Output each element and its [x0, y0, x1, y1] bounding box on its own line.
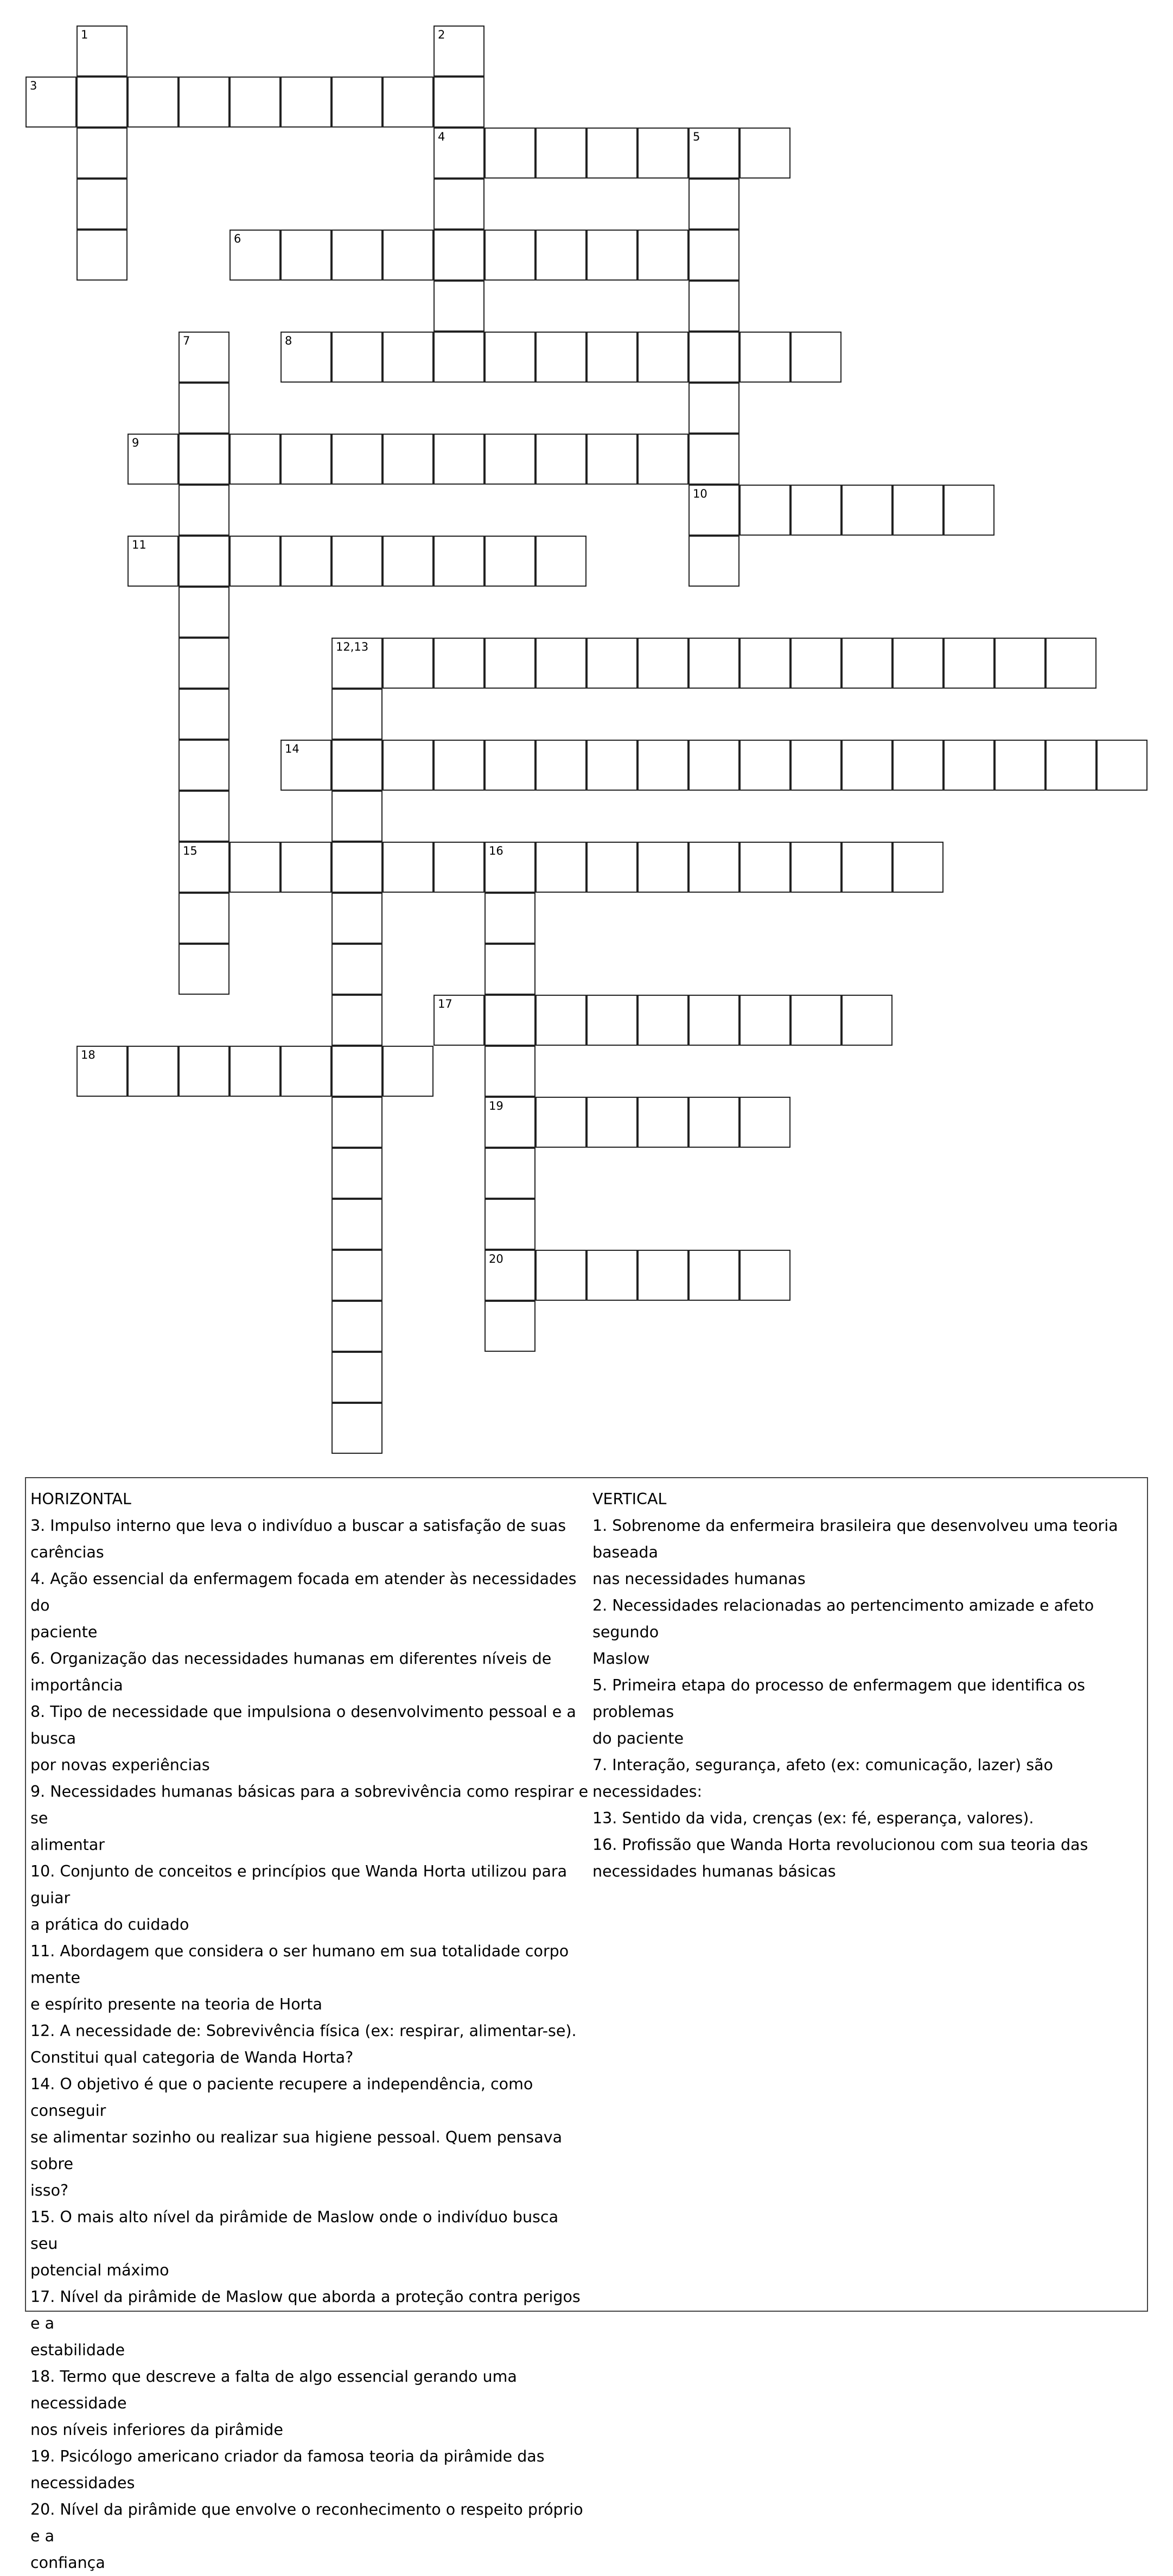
- grid-cell[interactable]: [229, 1046, 280, 1097]
- vertical-clue-line: Maslow: [592, 1650, 650, 1668]
- grid-cell[interactable]: [433, 995, 484, 1046]
- grid-cell[interactable]: [637, 128, 688, 179]
- grid-cell[interactable]: [1046, 638, 1096, 689]
- grid-cell[interactable]: [382, 230, 433, 281]
- grid-cell[interactable]: [536, 230, 586, 281]
- grid-cell[interactable]: [178, 383, 229, 434]
- grid-cell[interactable]: [25, 77, 76, 128]
- grid-cell[interactable]: [688, 332, 739, 383]
- grid-cell[interactable]: [688, 536, 739, 587]
- grid-cell[interactable]: [586, 230, 637, 281]
- grid-cell[interactable]: [127, 434, 178, 485]
- grid-cell[interactable]: [536, 536, 586, 587]
- grid-cell[interactable]: [484, 638, 536, 689]
- grid-cell[interactable]: [280, 842, 331, 893]
- grid-cell[interactable]: [892, 842, 943, 893]
- grid-cell[interactable]: [688, 1250, 739, 1301]
- grid-cell[interactable]: [382, 1046, 433, 1097]
- grid-cell[interactable]: [229, 842, 280, 893]
- horizontal-clue-line: 12. A necessidade de: Sobrevivência física (ex: respirar, alimentar-se).: [30, 2022, 577, 2040]
- grid-cell[interactable]: [841, 638, 892, 689]
- grid-cell[interactable]: [586, 434, 637, 485]
- horizontal-clue-line: e espírito presente na teoria de Horta: [30, 1995, 323, 2013]
- grid-cell[interactable]: [586, 332, 637, 383]
- grid-cell[interactable]: [739, 485, 790, 536]
- vertical-clue-line: 2. Necessidades relacionadas ao pertencimento amizade e afeto segundo: [592, 1597, 1094, 1641]
- grid-cell[interactable]: [943, 740, 994, 791]
- grid-cell[interactable]: [790, 842, 841, 893]
- horizontal-clue-line: nos níveis inferiores da pirâmide: [30, 2421, 283, 2439]
- grid-cell[interactable]: [739, 1250, 790, 1301]
- horizontal-clue-line: 10. Conjunto de conceitos e princípios que Wanda Horta utilizou para guiar: [30, 1862, 568, 1907]
- clues-panel: [25, 1477, 1148, 2572]
- grid-cell[interactable]: [331, 740, 382, 791]
- grid-cell[interactable]: [536, 1097, 586, 1148]
- vertical-clue-line: nas necessidades humanas: [592, 1570, 806, 1588]
- clue-number: 14: [285, 742, 299, 755]
- horizontal-clue-line: 4. Ação essencial da enfermagem focada em atender às necessidades do: [30, 1570, 577, 1614]
- grid-cell[interactable]: [178, 77, 229, 128]
- grid-cell[interactable]: [178, 740, 229, 791]
- grid-cell[interactable]: [280, 77, 331, 128]
- vertical-clue-line: necessidades humanas básicas: [592, 1862, 836, 1880]
- grid-cell[interactable]: [229, 230, 280, 281]
- grid-cell[interactable]: [229, 77, 280, 128]
- grid-cell[interactable]: [586, 842, 637, 893]
- grid-cell[interactable]: [331, 1199, 382, 1250]
- grid-cell[interactable]: [586, 995, 637, 1046]
- grid-cell[interactable]: [178, 689, 229, 740]
- grid-cell[interactable]: [178, 536, 229, 587]
- grid-cell[interactable]: [586, 1250, 637, 1301]
- horizontal-clue-line: a prática do cuidado: [30, 1916, 189, 1933]
- vertical-clue-line: 1. Sobrenome da enfermeira brasileira que desenvolveu uma teoria baseada: [592, 1517, 1118, 1561]
- clue-number: 1: [81, 28, 88, 41]
- horizontal-clue-line: importância: [30, 1676, 123, 1694]
- grid-cell[interactable]: [841, 995, 892, 1046]
- grid-cell[interactable]: [841, 842, 892, 893]
- grid-cell[interactable]: [280, 434, 331, 485]
- clue-number: 8: [285, 334, 292, 347]
- grid-cell[interactable]: [484, 128, 536, 179]
- vertical-clue-line: 16. Profissão que Wanda Horta revolucionou com sua teoria das: [592, 1836, 1088, 1854]
- grid-cell[interactable]: [739, 638, 790, 689]
- grid-cell[interactable]: [280, 230, 331, 281]
- grid-cell[interactable]: [739, 332, 790, 383]
- grid-cell[interactable]: [1096, 740, 1148, 791]
- grid-cell[interactable]: [280, 332, 331, 383]
- grid-cell[interactable]: [76, 1046, 127, 1097]
- horizontal-clue-line: carências: [30, 1543, 104, 1561]
- grid-cell[interactable]: [841, 485, 892, 536]
- grid-cell[interactable]: [178, 1046, 229, 1097]
- grid-cell[interactable]: [637, 842, 688, 893]
- grid-cell[interactable]: [892, 485, 943, 536]
- grid-cell[interactable]: [586, 1097, 637, 1148]
- grid-cell[interactable]: [178, 485, 229, 536]
- grid-cell[interactable]: [536, 434, 586, 485]
- grid-cell[interactable]: [484, 536, 536, 587]
- grid-cell[interactable]: [688, 485, 739, 536]
- grid-cell[interactable]: [178, 842, 229, 893]
- grid-cell[interactable]: [688, 638, 739, 689]
- grid-cell[interactable]: [841, 740, 892, 791]
- horizontal-clue-line: 19. Psicólogo americano criador da famosa teoria da pirâmide das: [30, 2447, 545, 2465]
- grid-cell[interactable]: [178, 791, 229, 842]
- horizontal-clue-line: paciente: [30, 1623, 98, 1641]
- grid-cell[interactable]: [484, 1046, 536, 1097]
- grid-cell[interactable]: [76, 230, 127, 281]
- grid-cell[interactable]: [637, 1250, 688, 1301]
- clue-number: 11: [132, 538, 146, 551]
- clue-number: 18: [81, 1048, 95, 1061]
- horizontal-clue-line: potencial máximo: [30, 2261, 169, 2279]
- grid-cell[interactable]: [586, 638, 637, 689]
- clue-number: 19: [489, 1099, 503, 1112]
- grid-cell[interactable]: [178, 434, 229, 485]
- clue-number: 12,13: [336, 640, 369, 653]
- horizontal-clue-line: 15. O mais alto nível da pirâmide de Maslow onde o indivíduo busca seu: [30, 2208, 559, 2253]
- grid-cell[interactable]: [433, 77, 484, 128]
- grid-cell[interactable]: [433, 281, 484, 332]
- clue-number: 16: [489, 844, 503, 857]
- grid-cell[interactable]: [229, 434, 280, 485]
- grid-cell[interactable]: [484, 1097, 536, 1148]
- vertical-title: VERTICAL: [592, 1490, 667, 1508]
- grid-cell[interactable]: [484, 893, 536, 944]
- grid-cell[interactable]: [433, 332, 484, 383]
- grid-cell[interactable]: [994, 638, 1046, 689]
- grid-cell[interactable]: [688, 281, 739, 332]
- horizontal-clue-line: 18. Termo que descreve a falta de algo essencial gerando uma necessidade: [30, 2368, 517, 2412]
- grid-cell[interactable]: [790, 485, 841, 536]
- horizontal-clue-line: se alimentar sozinho ou realizar sua higiene pessoal. Quem pensava sobre: [30, 2128, 563, 2173]
- grid-cell[interactable]: [433, 128, 484, 179]
- grid-cell[interactable]: [331, 332, 382, 383]
- horizontal-clue-line: 11. Abordagem que considera o ser humano em sua totalidade corpo mente: [30, 1942, 569, 1987]
- grid-cell[interactable]: [637, 1097, 688, 1148]
- grid-cell[interactable]: [484, 995, 536, 1046]
- grid-cell[interactable]: [382, 638, 433, 689]
- horizontal-clue-line: estabilidade: [30, 2341, 125, 2359]
- clue-number: 17: [438, 997, 452, 1010]
- grid-cell[interactable]: [637, 740, 688, 791]
- grid-cell[interactable]: [331, 536, 382, 587]
- grid-cell[interactable]: [382, 434, 433, 485]
- horizontal-title: HORIZONTAL: [30, 1490, 131, 1508]
- horizontal-clue-line: necessidades: [30, 2474, 135, 2492]
- grid-cell[interactable]: [331, 1403, 382, 1454]
- grid-cell[interactable]: [382, 536, 433, 587]
- grid-cell[interactable]: [536, 332, 586, 383]
- grid-cell[interactable]: [178, 944, 229, 995]
- grid-cell[interactable]: [688, 128, 739, 179]
- grid-cell[interactable]: [586, 740, 637, 791]
- grid-cell[interactable]: [943, 638, 994, 689]
- horizontal-clue-line: Constitui qual categoria de Wanda Horta?: [30, 2049, 354, 2066]
- grid-cell[interactable]: [536, 638, 586, 689]
- grid-cell[interactable]: [1046, 740, 1096, 791]
- grid-cell[interactable]: [280, 536, 331, 587]
- grid-cell[interactable]: [892, 740, 943, 791]
- grid-cell[interactable]: [331, 893, 382, 944]
- grid-cell[interactable]: [688, 740, 739, 791]
- clue-number: 2: [438, 28, 445, 41]
- horizontal-clue-line: 8. Tipo de necessidade que impulsiona o desenvolvimento pessoal e a busca: [30, 1703, 576, 1747]
- grid-cell[interactable]: [943, 485, 994, 536]
- grid-cell[interactable]: [178, 332, 229, 383]
- grid-cell[interactable]: [76, 128, 127, 179]
- grid-cell[interactable]: [382, 77, 433, 128]
- grid-cell[interactable]: [433, 740, 484, 791]
- horizontal-clue-line: 9. Necessidades humanas básicas para a sobrevivência como respirar e se: [30, 1783, 589, 1827]
- grid-cell[interactable]: [433, 26, 484, 77]
- grid-cell[interactable]: [433, 638, 484, 689]
- grid-cell[interactable]: [994, 740, 1046, 791]
- grid-cell[interactable]: [76, 179, 127, 230]
- grid-cell[interactable]: [331, 1301, 382, 1352]
- clue-number: 3: [30, 79, 37, 92]
- grid-cell[interactable]: [536, 740, 586, 791]
- vertical-clue-line: do paciente: [592, 1729, 684, 1747]
- clue-number: 4: [438, 130, 445, 143]
- horizontal-clue-line: confiança: [30, 2554, 105, 2572]
- grid-cell[interactable]: [76, 77, 127, 128]
- grid-cell[interactable]: [178, 587, 229, 638]
- grid-cell[interactable]: [484, 332, 536, 383]
- horizontal-clue-line: 6. Organização das necessidades humanas em diferentes níveis de: [30, 1650, 552, 1668]
- grid-cell[interactable]: [331, 77, 382, 128]
- grid-cell[interactable]: [331, 230, 382, 281]
- grid-cell[interactable]: [484, 1301, 536, 1352]
- grid-cell[interactable]: [229, 536, 280, 587]
- grid-cell[interactable]: [127, 536, 178, 587]
- vertical-clue-line: 7. Interação, segurança, afeto (ex: comunicação, lazer) são necessidades:: [592, 1756, 1053, 1801]
- grid-cell[interactable]: [178, 638, 229, 689]
- grid-cell[interactable]: [331, 842, 382, 893]
- grid-cell[interactable]: [484, 1250, 536, 1301]
- clue-number: 20: [489, 1252, 503, 1265]
- horizontal-clue-line: por novas experiências: [30, 1756, 210, 1774]
- grid-cell[interactable]: [382, 332, 433, 383]
- grid-cell[interactable]: [127, 1046, 178, 1097]
- grid-cell[interactable]: [739, 740, 790, 791]
- grid-cell[interactable]: [331, 995, 382, 1046]
- grid-cell[interactable]: [484, 434, 536, 485]
- clue-number: 9: [132, 436, 139, 449]
- grid-cell[interactable]: [688, 179, 739, 230]
- grid-cell[interactable]: [484, 230, 536, 281]
- horizontal-clue-line: 14. O objetivo é que o paciente recupere a independência, como conseguir: [30, 2075, 533, 2120]
- grid-cell[interactable]: [280, 740, 331, 791]
- grid-cell[interactable]: [892, 638, 943, 689]
- grid-cell[interactable]: [688, 230, 739, 281]
- grid-cell[interactable]: [536, 1250, 586, 1301]
- grid-cell[interactable]: [331, 791, 382, 842]
- grid-cell[interactable]: [688, 383, 739, 434]
- grid-cell[interactable]: [433, 179, 484, 230]
- vertical-clue-line: 5. Primeira etapa do processo de enfermagem que identifica os problemas: [592, 1676, 1086, 1721]
- grid-cell[interactable]: [331, 1250, 382, 1301]
- grid-cell[interactable]: [382, 842, 433, 893]
- grid-cell[interactable]: [637, 434, 688, 485]
- grid-cell[interactable]: [331, 434, 382, 485]
- grid-cell[interactable]: [790, 740, 841, 791]
- grid-cell[interactable]: [484, 1199, 536, 1250]
- clue-number: 10: [693, 487, 707, 500]
- grid-cell[interactable]: [688, 842, 739, 893]
- grid-cell[interactable]: [637, 230, 688, 281]
- vertical-clue-line: 13. Sentido da vida, crenças (ex: fé, esperança, valores).: [592, 1809, 1034, 1827]
- grid-cell[interactable]: [433, 842, 484, 893]
- horizontal-clue-line: 3. Impulso interno que leva o indivíduo a buscar a satisfação de suas: [30, 1517, 566, 1535]
- horizontal-clue-line: 20. Nível da pirâmide que envolve o reconhecimento o respeito próprio e a: [30, 2501, 583, 2545]
- grid-cell[interactable]: [433, 536, 484, 587]
- clue-number: 7: [183, 334, 190, 347]
- grid-cell[interactable]: [433, 230, 484, 281]
- grid-cell[interactable]: [536, 128, 586, 179]
- vertical-clues: [592, 1486, 1146, 1885]
- clue-number: 6: [234, 232, 241, 245]
- grid-cell[interactable]: [382, 740, 433, 791]
- grid-cell[interactable]: [331, 1352, 382, 1403]
- grid-cell[interactable]: [331, 1148, 382, 1199]
- grid-cell[interactable]: [331, 1046, 382, 1097]
- grid-cell[interactable]: [178, 893, 229, 944]
- horizontal-clue-line: alimentar: [30, 1836, 105, 1854]
- horizontal-clue-line: isso?: [30, 2181, 69, 2199]
- grid-cell[interactable]: [536, 995, 586, 1046]
- grid-cell[interactable]: [331, 944, 382, 995]
- grid-cell[interactable]: [484, 740, 536, 791]
- grid-cell[interactable]: [739, 995, 790, 1046]
- grid-cell[interactable]: [484, 944, 536, 995]
- grid-cell[interactable]: [688, 434, 739, 485]
- grid-cell[interactable]: [331, 638, 382, 689]
- grid-cell[interactable]: [484, 842, 536, 893]
- horizontal-clue-line: 17. Nível da pirâmide de Maslow que aborda a proteção contra perigos e a: [30, 2288, 581, 2332]
- grid-cell[interactable]: [280, 1046, 331, 1097]
- grid-cell[interactable]: [433, 434, 484, 485]
- grid-cell[interactable]: [331, 689, 382, 740]
- grid-cell[interactable]: [127, 77, 178, 128]
- clue-number: 5: [693, 130, 700, 143]
- horizontal-clues: [30, 1486, 589, 2576]
- grid-cell[interactable]: [688, 1097, 739, 1148]
- grid-cell[interactable]: [790, 638, 841, 689]
- grid-cell[interactable]: [76, 26, 127, 77]
- grid-cell[interactable]: [637, 995, 688, 1046]
- grid-cell[interactable]: [790, 332, 841, 383]
- grid-cell[interactable]: [586, 128, 637, 179]
- grid-cell[interactable]: [739, 128, 790, 179]
- grid-cell[interactable]: [739, 1097, 790, 1148]
- grid-cell[interactable]: [536, 842, 586, 893]
- grid-cell[interactable]: [688, 995, 739, 1046]
- grid-cell[interactable]: [331, 1097, 382, 1148]
- grid-cell[interactable]: [637, 332, 688, 383]
- grid-cell[interactable]: [790, 995, 841, 1046]
- clue-number: 15: [183, 844, 197, 857]
- grid-cell[interactable]: [739, 842, 790, 893]
- grid-cell[interactable]: [637, 638, 688, 689]
- grid-cell[interactable]: [484, 1148, 536, 1199]
